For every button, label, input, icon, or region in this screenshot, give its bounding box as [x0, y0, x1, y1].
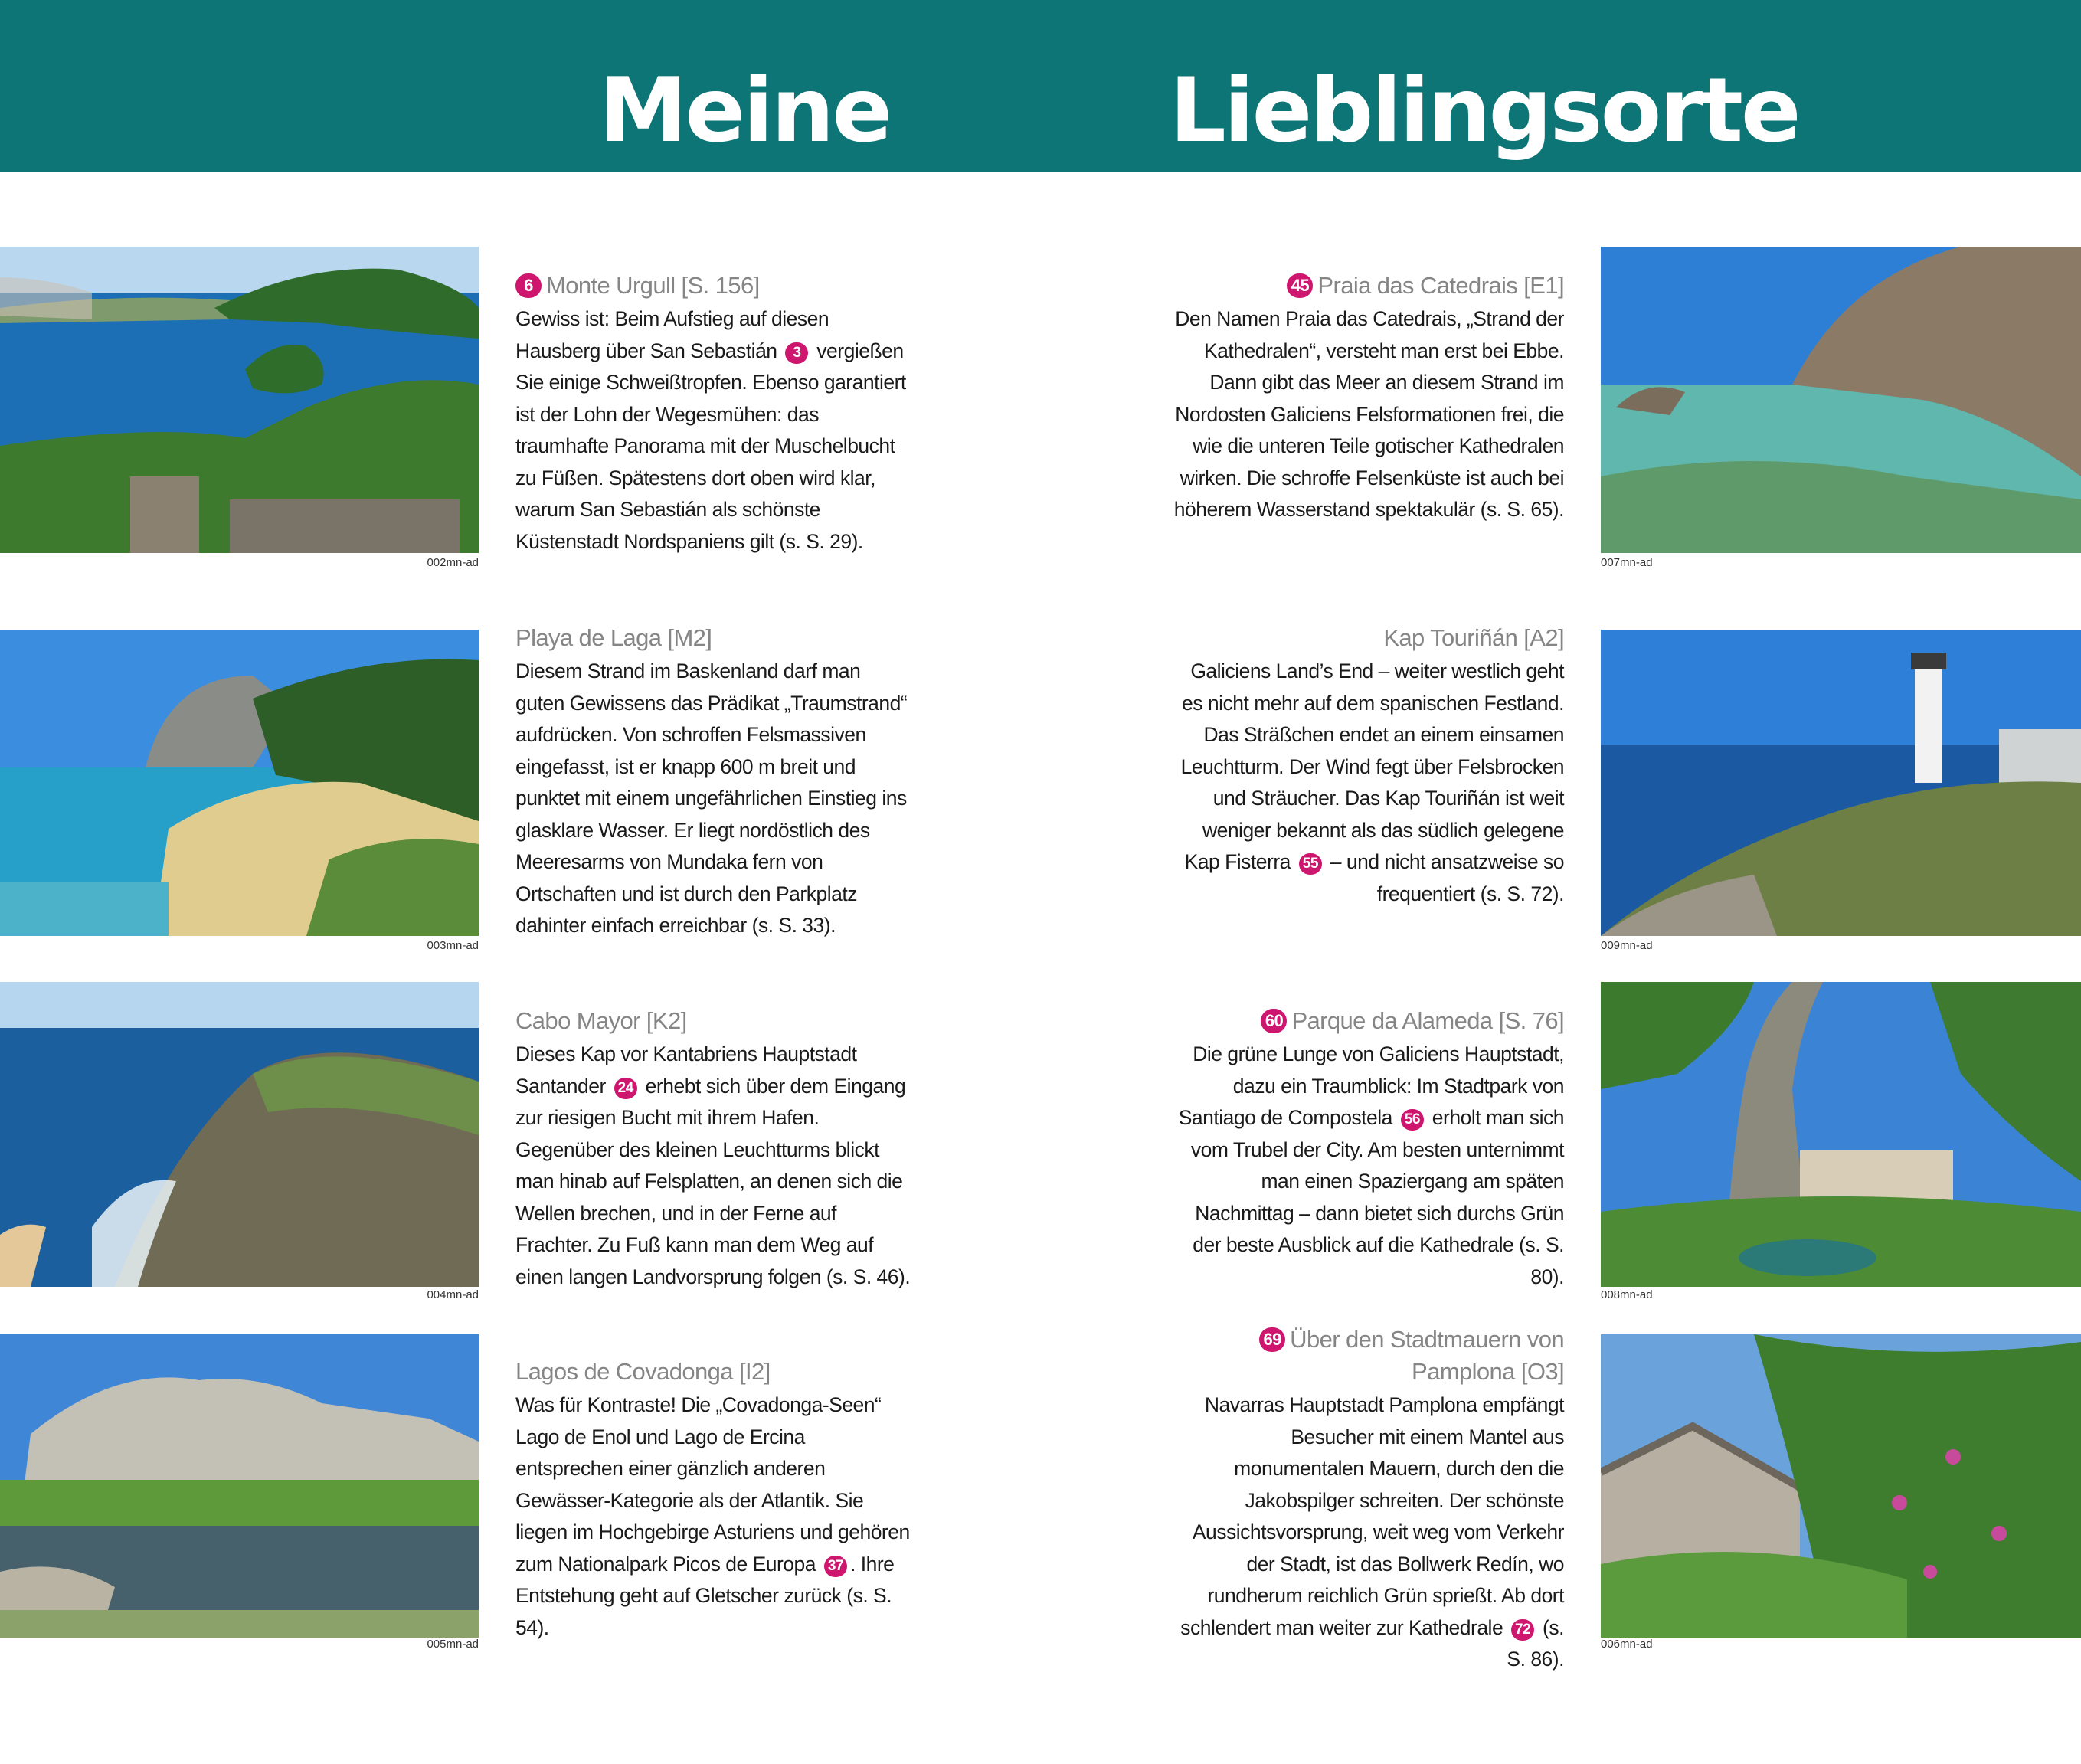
photo-monte-urgull: [0, 247, 479, 553]
entry-title: 6 Monte Urgull [S. 156]: [515, 270, 914, 302]
entry-lagos-de-covadonga: [515, 1356, 914, 1644]
entry-body: Gewiss ist: Beim Aufstieg auf diesen Hausberg über San Sebastián 3 vergießen Sie einige Schweißtropfen. Ebenso garantiert ist der Lohn der Wegesmühen: das traumhafte Panorama mit der Muschelbucht zu Füßen. Spätestens dort oben wird klar, warum San Sebastián als schönste Küstenstadt Nordspaniens gilt (s. S. 29).: [515, 307, 906, 553]
entry-title: Playa de Laga [M2]: [515, 624, 712, 651]
entry-title: 45 Praia das Catedrais [E1]: [1166, 270, 1564, 302]
entry-monte-urgull: [515, 270, 914, 558]
photo-credit: 004mn-ad: [427, 1288, 479, 1301]
reference-badge: 3: [785, 342, 808, 364]
reference-badge: 72: [1511, 1619, 1534, 1641]
photo-credit: 003mn-ad: [427, 939, 479, 952]
photo-credit: 002mn-ad: [427, 556, 479, 569]
title-banner: [0, 0, 2081, 172]
photo-parque-da-alameda: [1601, 982, 2081, 1287]
entry-parque-da-alameda: [1166, 1005, 1564, 1293]
photo-playa-de-laga: [0, 630, 479, 936]
entry-body: Dieses Kap vor Kantabriens Hauptstadt Santander 24 erhebt sich über dem Eingang zur riesigen Bucht mit ihrem Hafen. Gegenüber des kleinen Leuchtturms blickt man hinab auf Felsplatten, an denen sich die Wellen brechen, und in der Ferne auf Frachter. Zu Fuß kann man dem Weg auf einen langen Landvorsprung folgen (s. S. 46).: [515, 1042, 911, 1288]
location-badge: 60: [1261, 1009, 1287, 1033]
location-badge: 6: [515, 273, 542, 298]
entry-body: Navarras Hauptstadt Pamplona empfängt Besucher mit einem Mantel aus monumentalen Mauern, durch den die Jakobspilger schreiten. Der schönste Aussichtsvorsprung, weit weg vom Verkehr der Stadt, ist das Bollwerk Redín, wo rundherum reichlich Grün sprießt. Ab dort schlendert man weiter zur Kathedrale 72 (s. S. 86).: [1180, 1393, 1564, 1671]
reference-badge: 55: [1299, 853, 1322, 875]
entry-body: Galiciens Land’s End – weiter westlich geht es nicht mehr auf dem spanischen Festland. Das Sträßchen endet an einem einsamen Leuchtturm. Der Wind fegt über Felsbrocken und Sträucher. Das Kap Touriñán ist weit weniger bekannt als das südlich gelegene Kap Fisterra 55 – und nicht ansatzweise so frequentiert (s. S. 72).: [1180, 659, 1564, 905]
photo-praia-das-catedrais: [1601, 247, 2081, 553]
title-word-meine: Meine: [599, 59, 891, 162]
photo-credit: 007mn-ad: [1601, 556, 1653, 569]
entry-kap-tourinan: [1166, 622, 1564, 910]
entry-body: Die grüne Lunge von Galiciens Hauptstadt, dazu ein Traumblick: Im Stadtpark von Santiago de Compostela 56 erholt man sich vom Trubel der City. Am besten unternimmt man einen Spaziergang am späten Nachmittag – dann bietet sich durchs Grün der beste Ausblick auf die Kathedrale (s. S. 80).: [1178, 1042, 1564, 1288]
entry-body: Den Namen Praia das Catedrais, „Strand der Kathedralen“, versteht man erst bei Ebbe. Dann gibt das Meer an diesem Strand im Nordosten Galiciens Felsformationen frei, die wie die unteren Teile gotischer Kathedralen wirken. Die schroffe Felsenküste ist auch bei höherem Wasserstand spektakulär (s. S. 65).: [1173, 307, 1564, 521]
entry-title: 69 Über den Stadtmauern von Pamplona [O3]: [1166, 1324, 1564, 1388]
entry-body: Was für Kontraste! Die „Covadonga-Seen“ Lago de Enol und Lago de Ercina entsprechen einer gänzlich anderen Gewässer-Kategorie als der Atlantik. Sie liegen im Hochgebirge Asturiens und gehören zum Nationalpark Picos de Europa 37 . Ihre Entstehung geht auf Gletscher zurück (s. S. 54).: [515, 1393, 910, 1639]
location-badge: 45: [1287, 273, 1313, 298]
reference-badge: 56: [1401, 1109, 1424, 1131]
entry-cabo-mayor: [515, 1005, 914, 1293]
location-badge: 69: [1259, 1327, 1285, 1352]
entry-stadtmauern-pamplona: [1166, 1324, 1564, 1676]
entry-title: Kap Touriñán [A2]: [1383, 624, 1564, 651]
reference-badge: 37: [824, 1556, 847, 1577]
photo-lagos-de-covadonga: [0, 1334, 479, 1638]
title-word-lieblingsorte: Lieblingsorte: [1170, 59, 1799, 162]
photo-credit: 006mn-ad: [1601, 1638, 1653, 1651]
photo-credit: 008mn-ad: [1601, 1288, 1653, 1301]
reference-badge: 24: [614, 1078, 637, 1099]
photo-stadtmauern-pamplona: [1601, 1334, 2081, 1638]
photo-credit: 005mn-ad: [427, 1638, 479, 1651]
entry-title: Lagos de Covadonga [I2]: [515, 1358, 771, 1385]
entry-title: Cabo Mayor [K2]: [515, 1007, 687, 1034]
entry-playa-de-laga: [515, 622, 914, 942]
photo-kap-tourinan: [1601, 630, 2081, 936]
entry-body: Diesem Strand im Baskenland darf man guten Gewissens das Prädikat „Traumstrand“ aufdrücken. Von schroffen Felsmassiven eingefasst, ist er knapp 600 m breit und punktet mit einem ungefährlichen Einstieg ins glasklare Wasser. Er liegt nordöstlich des Meeresarms von Mundaka fern von Ortschaften und ist durch den Parkplatz dahinter einfach erreichbar (s. S. 33).: [515, 659, 908, 937]
photo-cabo-mayor: [0, 982, 479, 1287]
entry-title: 60 Parque da Alameda [S. 76]: [1166, 1005, 1564, 1037]
photo-credit: 009mn-ad: [1601, 939, 1653, 952]
entry-praia-das-catedrais: [1166, 270, 1564, 526]
